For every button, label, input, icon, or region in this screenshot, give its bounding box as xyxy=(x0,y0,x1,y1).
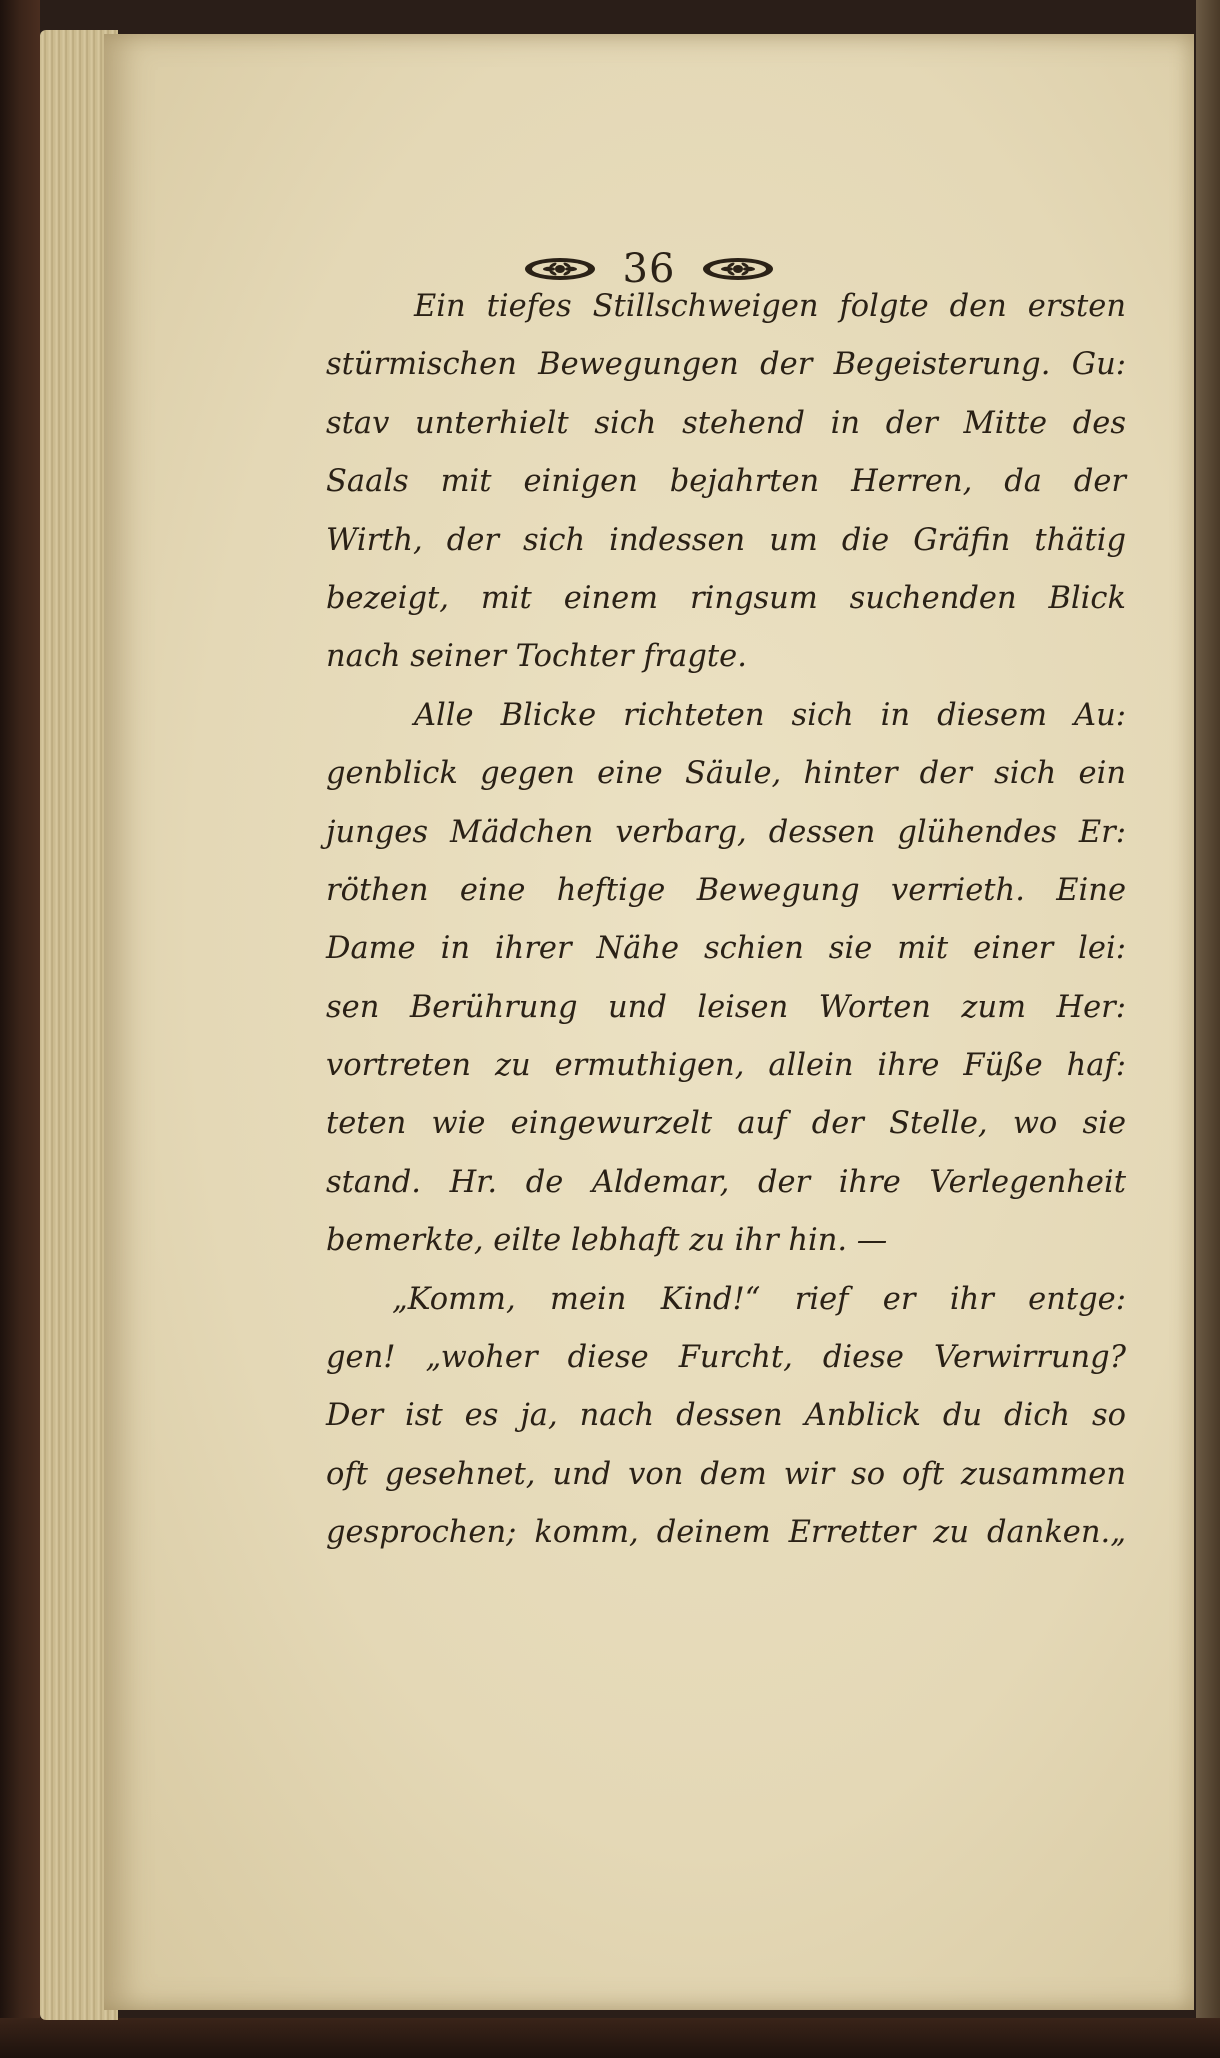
text-line: stürmischen Bewegungen der Begeisterung. Gu: xyxy=(326,347,1126,383)
book-cover-bottom-edge xyxy=(0,2018,1220,2058)
text-line: vortreten zu ermuthigen, allein ihre Füße haf: xyxy=(326,1048,1126,1084)
text-line: gesprochen; komm, deinem Erretter zu danken.„ xyxy=(326,1515,1126,1551)
text-line: Dame in ihrer Nähe schien sie mit einer lei: xyxy=(326,931,1126,967)
text-line: Der ist es ja, nach dessen Anblick du dich so xyxy=(326,1398,1126,1434)
page-number: 36 xyxy=(622,246,676,292)
text-line: bemerkte, eilte lebhaft zu ihr hin. — xyxy=(326,1223,888,1259)
text-line: Saals mit einigen bejahrten Herren, da der xyxy=(326,464,1126,500)
text-line: junges Mädchen verbarg, dessen glühendes Er: xyxy=(326,814,1126,850)
text-line: gen! „woher diese Furcht, diese Verwirrung? xyxy=(326,1340,1126,1376)
text-line: teten wie eingewurzelt auf der Stelle, wo sie xyxy=(326,1106,1126,1142)
text-line: röthen eine heftige Bewegung verrieth. Eine xyxy=(326,872,1126,908)
book-cover-left-edge xyxy=(0,0,40,2058)
text-line: Wirth, der sich indessen um die Gräfin thätig xyxy=(326,522,1126,558)
text-line: nach seiner Tochter fragte. xyxy=(326,639,747,675)
book-cover-right-edge xyxy=(1196,0,1220,2058)
text-line: stand. Hr. de Aldemar, der ihre Verlegenheit xyxy=(326,1164,1126,1200)
text-line: sen Berührung und leisen Worten zum Her: xyxy=(326,989,1126,1025)
text-line: „Komm, mein Kind!“ rief er ihr entge: xyxy=(392,1281,1126,1317)
text-line: oft gesehnet, und von dem wir so oft zusammen xyxy=(326,1456,1126,1492)
text-line: bezeigt, mit einem ringsum suchenden Blick xyxy=(326,580,1126,616)
text-line: genblick gegen eine Säule, hinter der sich ein xyxy=(326,756,1126,792)
body-text xyxy=(326,278,1126,1563)
text-line: Alle Blicke richteten sich in diesem Au: xyxy=(414,697,1126,733)
text-line: stav unterhielt sich stehend in der Mitte des xyxy=(326,405,1126,441)
text-line: Ein tiefes Stillschweigen folgte den ersten xyxy=(414,289,1126,324)
